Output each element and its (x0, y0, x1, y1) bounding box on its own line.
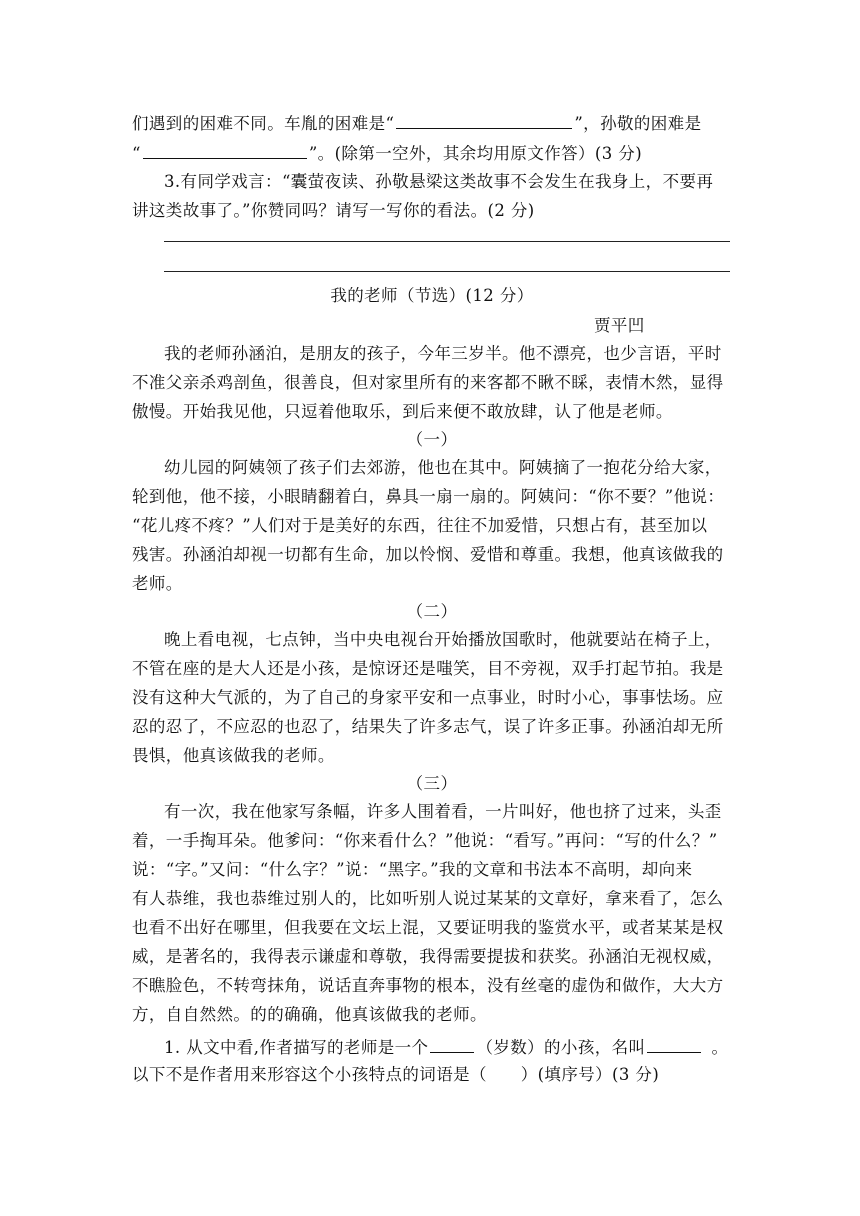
section-1-line: 幼儿园的阿姨领了孩子们去郊游，他也在其中。阿姨摘了一抱花分给大家， (164, 458, 722, 477)
section-1-line: 轮到他，他不接，小眼睛翻着白，鼻具一扇一扇的。阿姨问：“你不要？”他说： (132, 487, 725, 506)
q3-line-1: 3.有同学戏言：“囊萤夜读、孙敬悬梁这类故事不会发生在我身上，不要再 (164, 172, 714, 191)
section-3-label: （三） (406, 774, 458, 793)
answer-blank-sunjing[interactable] (143, 142, 307, 159)
section-3-line: 说：“字。”又问：“什么字？”说：“黑字。”我的文章和书法本不高明，却向来 (132, 860, 693, 879)
section-1-line: “花儿疼不疼？”人们对于是美好的东西，往往不加爱惜，只想占有，甚至加以 (132, 516, 708, 535)
section-3-line: 不瞧脸色，不转弯抹角，说话直奔事物的根本，没有丝毫的虚伪和做作，大大方 (132, 976, 724, 995)
section-3-line: 有人恭维，我也恭维过别人的，比如听别人说过某某的文章好，拿来看了，怎么 (132, 889, 724, 908)
section-1-line: 老师。 (132, 574, 183, 593)
q2-line-1: 们遇到的困难不同。车胤的困难是“ ”，孙敬的困难是 (132, 114, 702, 133)
intro-line: 我的老师孙涵泊，是朋友的孩子，今年三岁半。他不漂亮，也少言语，平时 (164, 344, 722, 363)
passage-author: 贾平凹 (594, 316, 645, 335)
intro-line: 傲慢。开始我见他，只逗着他取乐，到后来便不敢放肆，认了他是老师。 (132, 402, 673, 421)
answer-line-2[interactable] (164, 271, 730, 272)
section-3-line: 威，是著名的，我得表示谦虚和尊敬，我得需要提拔和获奖。孙涵泊无视权威， (132, 947, 724, 966)
section-3-line: 方，自自然然。的的确确，他真该做我的老师。 (132, 1005, 487, 1024)
section-2-line: 忍的忍了，不应忍的也忍了，结果失了许多志气，误了许多正事。孙涵泊却无所 (132, 717, 724, 736)
answer-blank-chexin[interactable] (396, 112, 572, 129)
section-2-label: （二） (406, 602, 458, 621)
q2-line-2: “ ”。(除第一空外，其余均用原文作答）(3 分) (132, 144, 643, 163)
section-3-line: 也看不出好在哪里，但我要在文坛上混，又要证明我的鉴赏水平，或者某某是权 (132, 918, 724, 937)
q1-line-2: 以下不是作者用来形容这个小孩特点的词语是（ ）(填序号）(3 分) (132, 1065, 660, 1084)
answer-blank-age[interactable] (430, 1036, 474, 1053)
intro-line: 不准父亲杀鸡剖鱼，很善良，但对家里所有的来客都不瞅不睬，表情木然，显得 (132, 373, 724, 392)
section-2-line: 畏惧，他真该做我的老师。 (132, 746, 335, 765)
section-1-label: （一） (406, 430, 458, 449)
answer-line-1[interactable] (164, 241, 730, 242)
section-2-line: 没有这种大气派的，为了自己的身家平安和一点事业，时时小心，事事怯场。应 (132, 688, 724, 707)
passage-title: 我的老师（节选）(12 分） (330, 286, 534, 305)
answer-blank-name[interactable] (647, 1036, 701, 1053)
section-2-line: 晚上看电视，七点钟，当中央电视台开始播放国歌时，他就要站在椅子上， (164, 630, 722, 649)
section-2-line: 不管在座的是大人还是小孩，是惊讶还是嗤笑，目不旁视，双手打起节拍。我是 (132, 659, 724, 678)
section-1-line: 残害。孙涵泊却视一切都有生命，加以怜悯、爱惜和尊重。我想，他真该做我的 (132, 545, 724, 564)
q1-line-1: 1. 从文中看,作者描写的老师是一个 （岁数）的小孩，名叫 。 (164, 1038, 729, 1057)
section-3-line: 有一次，我在他家写条幅，许多人围着看，一片叫好，他也挤了过来，头歪 (164, 802, 722, 821)
section-3-line: 着，一手掏耳朵。他爹问：“你来看什么？”他说：“看写。”再问：“写的什么？” (132, 831, 718, 850)
q3-line-2: 讲这类故事了。”你赞同吗？请写一写你的看法。(2 分) (132, 201, 535, 220)
